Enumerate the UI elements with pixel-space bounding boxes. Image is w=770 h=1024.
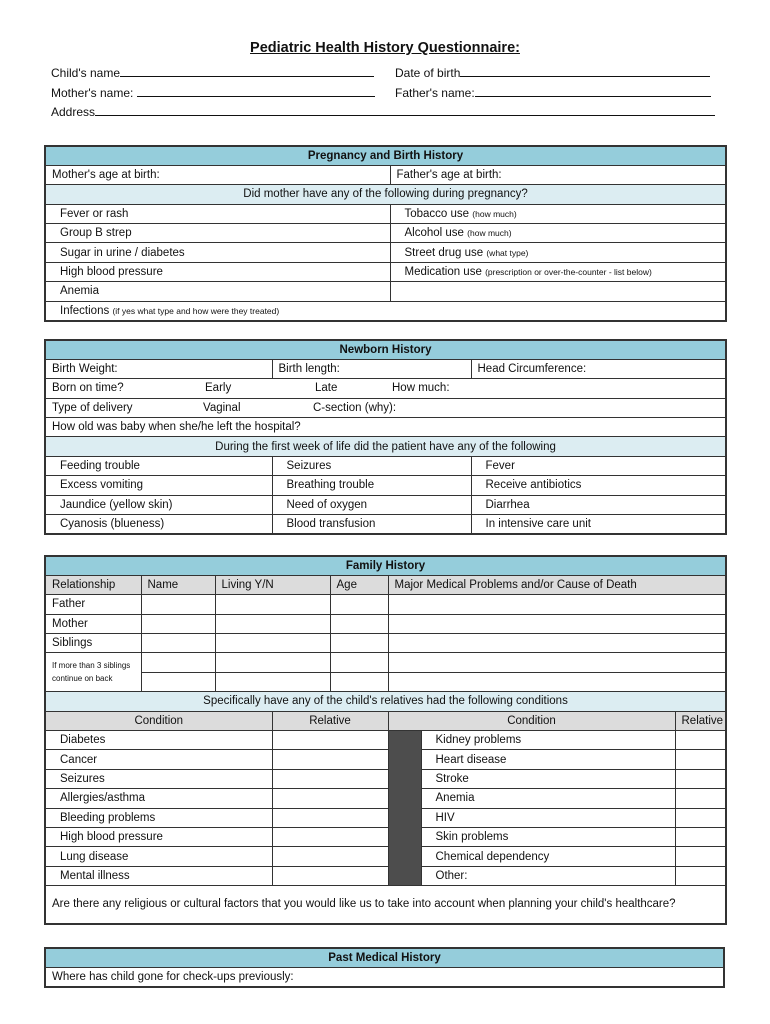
condition-item: Diabetes [45,731,272,750]
born-on-time-label: Born on time? [52,382,124,395]
newborn-item[interactable]: Need of oxygen [272,495,471,514]
col-major-problems: Major Medical Problems and/or Cause of Death [388,575,726,594]
newborn-question: During the first week of life did the patient have any of the following [45,437,726,456]
relative-cell[interactable] [272,789,388,808]
relative-cell[interactable] [272,769,388,788]
age-cell[interactable] [330,595,388,614]
preg-item-infections[interactable] [45,301,726,320]
col-relationship: Relationship [45,575,141,594]
condition-item: Chemical dependency [421,847,675,866]
family-table [44,555,727,925]
preg-item-label: Alcohol use [404,227,464,240]
mothers-name-field[interactable] [51,86,375,100]
pregnancy-question: Did mother have any of the following during pregnancy? [45,185,726,204]
preg-item-note: (what type) [486,247,529,258]
page-title: Pediatric Health History Questionnaire: [250,40,520,56]
how-much-label: How much: [392,382,450,395]
problems-cell[interactable] [388,672,726,691]
past-medical-table [44,947,725,988]
head-circumference-field[interactable]: Head Circumference: [471,359,726,378]
condition-header-left: Condition [45,711,272,730]
religious-factors-field[interactable]: Are there any religious or cultural factors that you would like us to take into account when planning your child's healthcare? [45,886,726,924]
condition-item: Heart disease [421,750,675,769]
name-cell[interactable] [141,595,215,614]
divider-bar [388,731,421,886]
newborn-item[interactable]: Feeding trouble [45,456,272,475]
pregnancy-table [44,145,727,322]
relative-cell[interactable] [675,847,726,866]
name-cell[interactable] [141,672,215,691]
preg-item-note: (how much) [467,228,512,239]
fathers-name-label: Father's name: [395,86,475,100]
col-name: Name [141,575,215,594]
relative-header-left: Relative [272,711,388,730]
condition-item: Anemia [421,789,675,808]
newborn-section-title: Newborn History [45,340,726,359]
condition-item: Mental illness [45,866,272,885]
address-field[interactable] [51,105,715,119]
living-cell[interactable] [215,653,330,672]
age-cell[interactable] [330,653,388,672]
relative-cell[interactable] [272,750,388,769]
condition-item: HIV [421,808,675,827]
relative-cell[interactable] [272,866,388,885]
condition-item: Other: [421,866,675,885]
birth-length-field[interactable]: Birth length: [272,359,471,378]
relative-cell[interactable] [675,866,726,885]
relation-mother: Mother [45,614,141,633]
preg-item-diabetes[interactable]: Sugar in urine / diabetes [45,243,390,262]
name-cell[interactable] [141,634,215,653]
living-cell[interactable] [215,672,330,691]
name-cell[interactable] [141,653,215,672]
delivery-type-row[interactable] [45,398,726,417]
preg-item-label: Medication use [404,266,482,279]
preg-item-note: (how much) [472,208,517,219]
preg-item-group-b-strep[interactable]: Group B strep [45,224,390,243]
born-on-time-row[interactable] [45,379,726,398]
condition-item: Stroke [421,769,675,788]
past-medical-section-title: Past Medical History [45,948,724,967]
preg-item-fever[interactable]: Fever or rash [45,204,390,223]
relative-cell[interactable] [675,789,726,808]
childs-name-field[interactable] [51,66,374,80]
late-option[interactable]: Late [315,382,338,395]
infections-label: Infections [60,304,110,317]
newborn-table [44,339,727,535]
relative-cell[interactable] [272,808,388,827]
relative-cell[interactable] [675,769,726,788]
age-cell[interactable] [330,672,388,691]
date-of-birth-field[interactable] [395,66,710,80]
newborn-item[interactable]: Seizures [272,456,471,475]
relation-siblings: Siblings [45,634,141,653]
condition-item: Lung disease [45,847,272,866]
newborn-item[interactable]: Receive antibiotics [471,476,726,495]
childs-name-label: Child's name [51,66,120,80]
infections-note: (if yes what type and how were they treated) [112,305,280,316]
condition-item: Bleeding problems [45,808,272,827]
preg-item-anemia[interactable]: Anemia [45,282,390,301]
left-hospital-field[interactable]: How old was baby when she/he left the hospital? [45,418,726,437]
relatives-question: Specifically have any of the child's relatives had the following conditions [45,692,726,711]
preg-item-high-bp[interactable]: High blood pressure [45,262,390,281]
living-cell[interactable] [215,595,330,614]
newborn-item[interactable]: In intensive care unit [471,515,726,534]
family-section-title: Family History [45,556,726,575]
condition-header-right: Condition [388,711,675,730]
name-cell[interactable] [141,614,215,633]
delivery-type-label: Type of delivery [52,401,133,414]
date-of-birth-label: Date of birth [395,66,461,80]
newborn-item[interactable]: Excess vomiting [45,476,272,495]
problems-cell[interactable] [388,653,726,672]
newborn-item[interactable]: Fever [471,456,726,475]
newborn-item[interactable]: Jaundice (yellow skin) [45,495,272,514]
problems-cell[interactable] [388,614,726,633]
preg-item-label: Street drug use [404,246,484,259]
preg-item-tobacco[interactable] [390,204,726,223]
newborn-item[interactable]: Breathing trouble [272,476,471,495]
condition-item: Cancer [45,750,272,769]
relative-cell[interactable] [272,827,388,846]
newborn-item[interactable]: Diarrhea [471,495,726,514]
checkups-field[interactable]: Where has child gone for check-ups previously: [45,967,724,986]
preg-item-medication[interactable] [390,262,726,281]
preg-item-label: Tobacco use [404,207,470,220]
relation-father: Father [45,595,141,614]
early-option[interactable]: Early [205,382,232,395]
newborn-item[interactable]: Cyanosis (blueness) [45,515,272,534]
more-siblings-note: If more than 3 siblings continue on back [45,653,141,692]
preg-item-note: (prescription or over-the-counter - list below) [485,267,652,278]
pregnancy-section-title: Pregnancy and Birth History [45,146,726,165]
condition-item: Skin problems [421,827,675,846]
living-cell[interactable] [215,634,330,653]
newborn-item[interactable]: Blood transfusion [272,515,471,534]
relative-cell[interactable] [675,808,726,827]
preg-item-street-drug[interactable] [390,243,726,262]
relative-cell[interactable] [675,731,726,750]
vaginal-option[interactable]: Vaginal [203,401,241,414]
condition-item: Allergies/asthma [45,789,272,808]
preg-item-blank[interactable] [390,282,726,301]
relative-cell[interactable] [272,731,388,750]
condition-item: High blood pressure [45,827,272,846]
age-cell[interactable] [330,614,388,633]
fathers-name-field[interactable] [395,86,711,100]
relative-cell[interactable] [675,827,726,846]
problems-cell[interactable] [388,634,726,653]
col-age: Age [330,575,388,594]
relative-cell[interactable] [675,750,726,769]
col-living: Living Y/N [215,575,330,594]
condition-item: Seizures [45,769,272,788]
birth-weight-field[interactable]: Birth Weight: [45,359,272,378]
address-label: Address [51,105,96,119]
csection-option[interactable]: C-section (why): [313,401,397,414]
mother-age-field[interactable]: Mother's age at birth: [45,165,390,184]
age-cell[interactable] [330,634,388,653]
living-cell[interactable] [215,614,330,633]
relative-cell[interactable] [272,847,388,866]
mothers-name-label: Mother's name: [51,86,137,100]
relative-header-right: Relative [675,711,726,730]
preg-item-alcohol[interactable] [390,224,726,243]
condition-item: Kidney problems [421,731,675,750]
problems-cell[interactable] [388,595,726,614]
father-age-field[interactable]: Father's age at birth: [390,165,726,184]
